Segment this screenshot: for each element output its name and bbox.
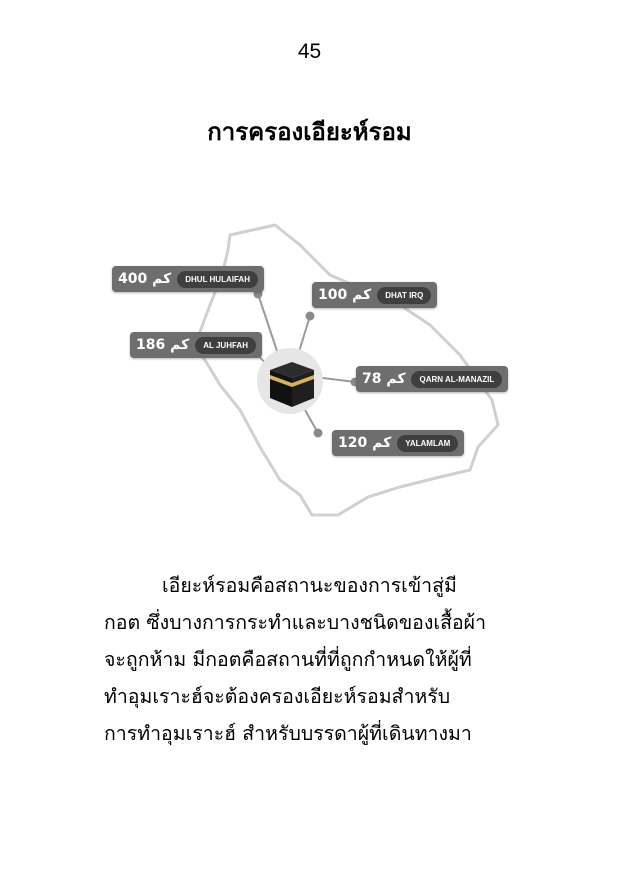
paragraph-line: เอียะห์รอมคือสถานะของการเข้าสู่มี <box>162 574 457 597</box>
page-number: 45 <box>297 40 322 63</box>
label-al-juhfah <box>130 332 262 358</box>
body-paragraph <box>104 567 522 752</box>
page-title: การครองเอียะห์รอม <box>207 118 412 146</box>
distance-text: 186 كم <box>136 337 190 353</box>
label-dhat-irq <box>312 282 437 308</box>
site-name: DHAT IRQ <box>377 287 431 304</box>
site-name: DHUL HULAIFAH <box>177 271 258 288</box>
paragraph-line: จะถูกห้าม มีกอตคือสถานที่ที่ถูกกำหนดให้ผู้ที่ <box>104 648 472 671</box>
paragraph-line: ทำอุมเราะฮ์จะต้องครองเอียะห์รอมสำหรับ <box>104 685 451 708</box>
marker-yalamlam <box>314 429 323 438</box>
paragraph-line: การทำอุมเราะฮ์ สำหรับบรรดาผู้ที่เดินทางมา <box>104 722 472 745</box>
label-yalamlam <box>332 430 464 456</box>
label-dhul-hulaifah <box>112 266 264 292</box>
connector-dhat-irq <box>298 316 310 355</box>
distance-text: 100 كم <box>318 287 372 303</box>
distance-text: 400 كم <box>118 271 172 287</box>
site-name: QARN AL-MANAZIL <box>411 371 502 388</box>
distance-text: 120 كم <box>338 435 392 451</box>
kaaba-icon <box>270 362 314 407</box>
site-name: YALAMLAM <box>397 435 458 452</box>
marker-dhat-irq <box>306 312 315 321</box>
label-qarn-al-manazil <box>356 366 508 392</box>
distance-text: 78 كم <box>362 371 406 387</box>
miqat-map <box>100 215 520 525</box>
paragraph-line: กอต ซึ่งบางการกระทำและบางชนิดของเสื้อผ้า <box>104 611 487 634</box>
site-name: AL JUHFAH <box>195 337 256 354</box>
